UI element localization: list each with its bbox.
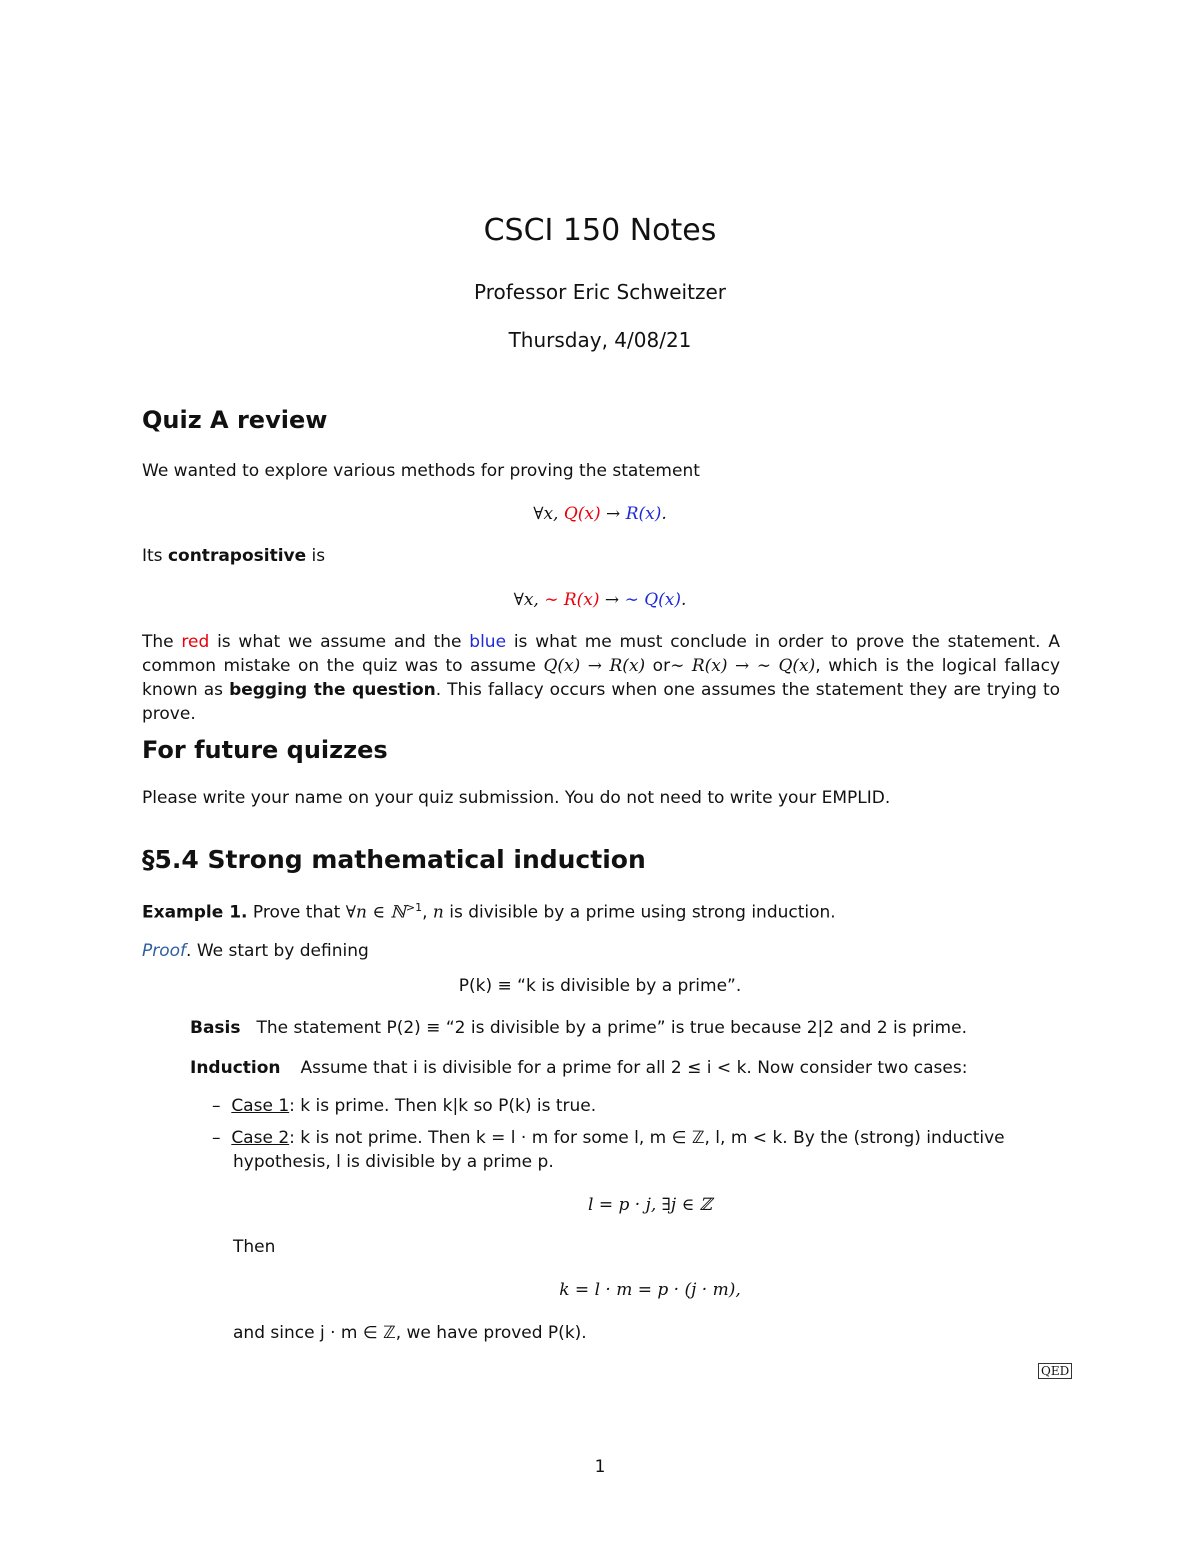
quiz-intro: We wanted to explore various methods for proving the statement	[142, 461, 700, 481]
fallacy-paragraph	[142, 630, 1060, 726]
fallacy-term: begging the question	[229, 680, 436, 700]
math-superscript: >1	[405, 901, 423, 914]
statement-conclusion: R(x)	[625, 504, 662, 524]
page-number: 1	[594, 1457, 606, 1477]
equation-k: k = l · m = p · (j · m),	[559, 1280, 741, 1300]
math-inline: Q(x) → R(x)	[543, 656, 646, 676]
case-1-label: Case 1	[231, 1096, 290, 1116]
section-heading-strong-induction: §5.4 Strong mathematical induction	[142, 845, 646, 874]
contrapositive-intro	[142, 546, 325, 566]
case-2-label: Case 2	[231, 1128, 290, 1148]
contra-formula-suffix: .	[681, 590, 687, 610]
math-inline: n	[432, 902, 444, 923]
statement-assumption: Q(x)	[563, 504, 601, 524]
blue-word: blue	[469, 632, 507, 652]
dash-bullet: –	[212, 1096, 232, 1116]
statement-prefix: ∀x,	[533, 504, 564, 524]
induction-label: Induction	[190, 1058, 281, 1078]
red-word: red	[181, 632, 210, 652]
example-text: is divisible by a prime using strong induction.	[443, 902, 836, 923]
case-2-continued: hypothesis, l is divisible by a prime p.	[233, 1152, 554, 1172]
case-2-text: : k is not prime. Then k = l · m for some l, m ∈ ℤ, l, m < k. By the (strong) inductive	[289, 1128, 1005, 1148]
math-inline: ∼ R(x) → ∼ Q(x)	[670, 656, 816, 676]
document-title: CSCI 150 Notes	[483, 213, 717, 248]
case-2	[212, 1128, 1005, 1148]
basis-label: Basis	[190, 1018, 241, 1038]
induction-step	[190, 1058, 967, 1078]
statement-suffix: .	[661, 504, 667, 524]
contra-suffix: is	[306, 546, 326, 566]
author: Professor Eric Schweitzer	[474, 280, 726, 304]
contra-formula-arrow: →	[599, 590, 625, 610]
equation-l: l = p · j, ∃j ∈ ℤ	[588, 1195, 712, 1215]
proof-text: . We start by defining	[186, 941, 369, 961]
date: Thursday, 4/08/21	[508, 328, 692, 352]
section-heading-future-quizzes: For future quizzes	[142, 736, 388, 764]
section-heading-quiz-review: Quiz A review	[142, 406, 328, 434]
dash-bullet: –	[212, 1128, 232, 1148]
statement-formula	[0, 504, 1200, 524]
para-text: , which is the logical fallacy known as	[142, 656, 1061, 700]
contrapositive-term: contrapositive	[167, 546, 307, 566]
para-text: . This fallacy occurs when one assumes the statement they are trying to prove.	[142, 680, 1061, 724]
example-text: Prove that	[247, 902, 346, 923]
statement-arrow: →	[600, 504, 626, 524]
qed-mark: QED	[1038, 1363, 1072, 1379]
contra-formula-conclusion: ∼ Q(x)	[624, 590, 682, 610]
math-inline: ∀n ∈ ℕ	[345, 902, 406, 923]
pk-definition: P(k) ≡ “k is divisible by a prime”.	[458, 976, 742, 996]
para-text: is what we assume and the	[209, 632, 470, 652]
proof-intro	[142, 941, 369, 961]
para-text: is what me must conclude in order to prove the statement. A common mistake on the quiz was to assume	[142, 632, 1060, 676]
case-1	[212, 1096, 596, 1116]
basis-step	[190, 1018, 967, 1038]
example-statement	[142, 901, 836, 923]
case-1-text: : k is prime. Then k|k so P(k) is true.	[289, 1096, 597, 1116]
proof-label: Proof	[142, 941, 187, 961]
induction-text: Assume that i is divisible for a prime for all 2 ≤ i < k. Now consider two cases:	[300, 1058, 968, 1078]
future-quizzes-text: Please write your name on your quiz submission. You do not need to write your EMPLID.	[142, 788, 891, 808]
then-text: Then	[233, 1237, 276, 1257]
conclusion-text: and since j · m ∈ ℤ, we have proved P(k).	[233, 1323, 587, 1343]
example-text: ,	[422, 902, 433, 923]
contra-prefix: Its	[142, 546, 168, 566]
para-text: The	[142, 632, 182, 652]
contra-formula-prefix: ∀x,	[513, 590, 545, 610]
example-label: Example 1.	[142, 902, 248, 923]
contra-formula-assumption: ∼ R(x)	[544, 590, 600, 610]
basis-text: The statement P(2) ≡ “2 is divisible by a prime” is true because 2|2 and 2 is prime.	[256, 1018, 967, 1038]
contrapositive-formula	[0, 590, 1200, 610]
para-text: or	[645, 656, 671, 676]
